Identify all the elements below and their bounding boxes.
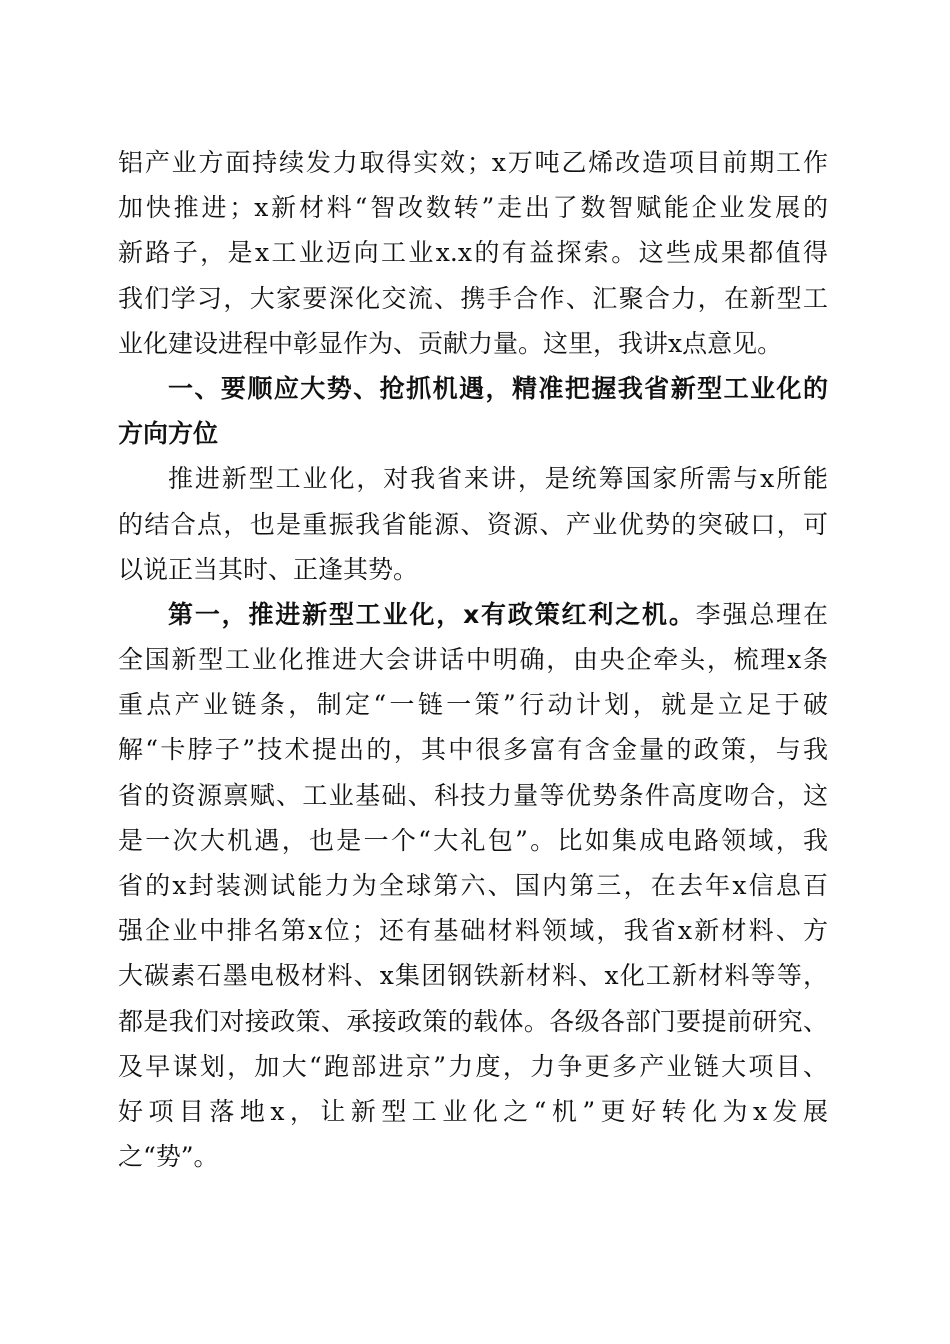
text-line: 解“卡脖子”技术提出的，其中很多富有含金量的政策，与我 <box>118 735 828 765</box>
paragraph-text: 李强总理在 <box>695 599 828 629</box>
text-line: 省的资源禀赋、工业基础、科技力量等优势条件高度吻合，这 <box>118 780 828 810</box>
section-heading: 方向方位 <box>118 419 219 449</box>
paragraph-lead: 第一，推进新型工业化，x有政策红利之机。 <box>168 599 696 629</box>
text-line: 新路子，是x工业迈向工业x.x的有益探索。这些成果都值得 <box>118 238 828 268</box>
text-line: 都是我们对接政策、承接政策的载体。各级各部门要提前研究、 <box>118 1006 828 1036</box>
text-line: 推进新型工业化，对我省来讲，是统筹国家所需与x所能 <box>168 464 828 494</box>
text-line: 之“势”。 <box>118 1142 219 1172</box>
text-line: 及早谋划，加大“跑部进京”力度，力争更多产业链大项目、 <box>118 1051 828 1081</box>
text-line: 的结合点，也是重振我省能源、资源、产业优势的突破口，可 <box>118 509 828 539</box>
text-line: 大碳素石墨电极材料、x集团钢铁新材料、x化工新材料等等， <box>118 961 828 991</box>
text-line: 加快推进；x新材料“智改数转”走出了数智赋能企业发展的 <box>118 193 828 223</box>
text-line: 铝产业方面持续发力取得实效；x万吨乙烯改造项目前期工作 <box>118 148 828 177</box>
text-line <box>118 592 828 637</box>
text-line: 重点产业链条，制定“一链一策”行动计划，就是立足于破 <box>118 690 828 720</box>
document-body <box>118 140 828 1179</box>
text-line: 业化建设进程中彰显作为、贡献力量。这里，我讲x点意见。 <box>118 328 783 358</box>
text-line: 是一次大机遇，也是一个“大礼包”。比如集成电路领域，我 <box>118 825 828 855</box>
text-line: 以说正当其时、正逢其势。 <box>118 554 419 584</box>
text-line: 强企业中排名第x位；还有基础材料领域，我省x新材料、方 <box>118 916 828 946</box>
section-heading: 一、要顺应大势、抢抓机遇，精准把握我省新型工业化的 <box>168 373 828 403</box>
text-line: 好项目落地x，让新型工业化之“机”更好转化为x发展 <box>118 1096 828 1126</box>
text-line: 全国新型工业化推进大会讲话中明确，由央企牵头，梳理x条 <box>118 645 828 675</box>
text-line: 我们学习，大家要深化交流、携手合作、汇聚合力，在新型工 <box>118 283 828 313</box>
text-line: 省的x封装测试能力为全球第六、国内第三，在去年x信息百 <box>118 871 828 900</box>
